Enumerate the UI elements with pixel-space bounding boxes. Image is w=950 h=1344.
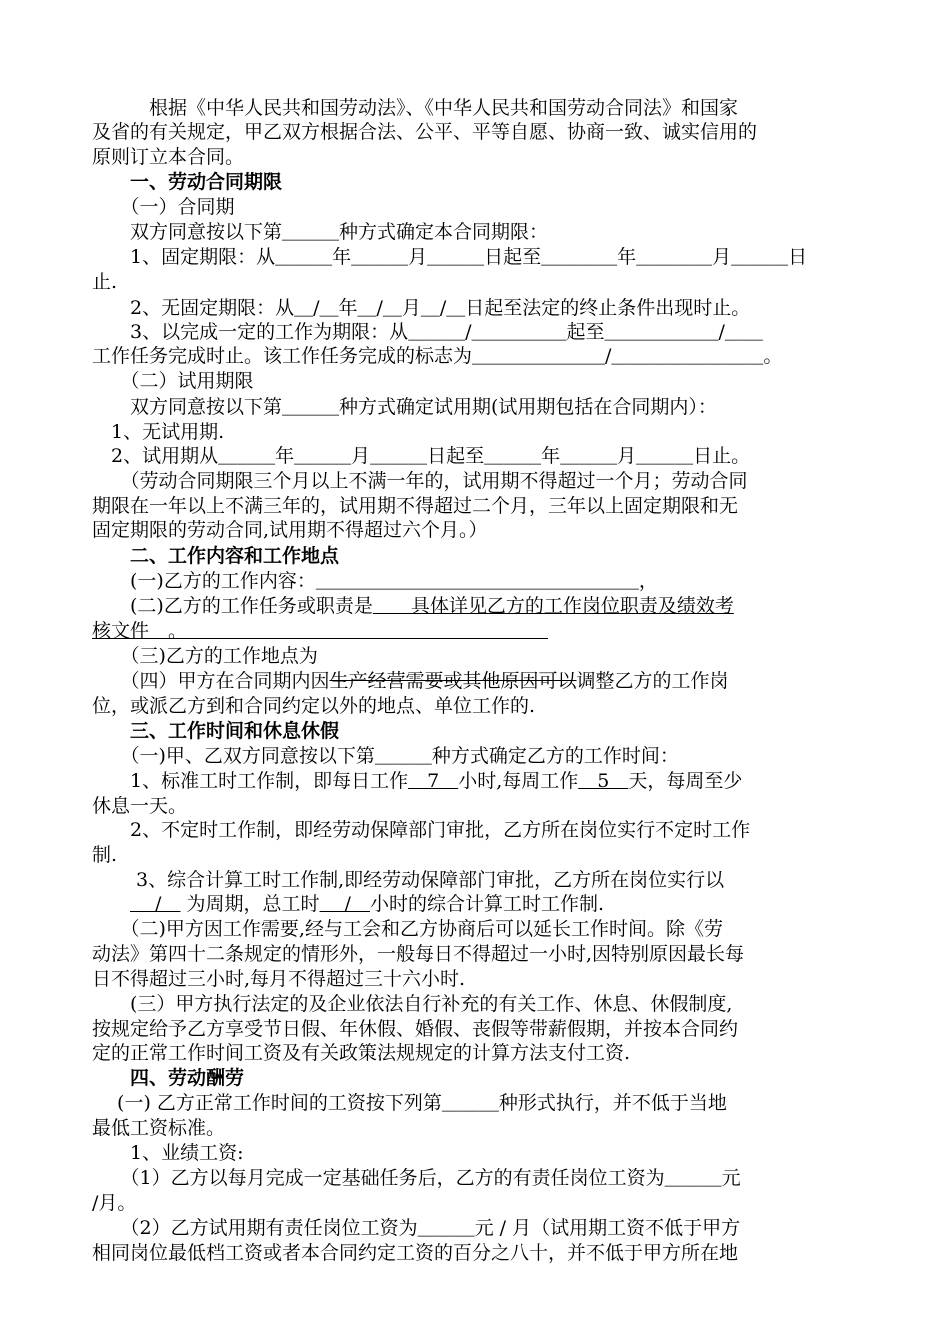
text-run: （四）甲方在合同期内因: [92, 670, 330, 692]
filled-field: /: [130, 893, 181, 915]
filled-field: 5: [578, 770, 629, 792]
paragraph-line: 最低工资标准。: [92, 1117, 226, 1139]
paragraph-line: 3、综合计算工时工作制,即经劳动保障部门审批，乙方所在岗位实行以: [92, 869, 725, 891]
paragraph-line: 期限在一年以上不满三年的，试用期不得超过二个月，三年以上固定期限和无: [92, 495, 739, 517]
filled-field: 具体详见乙方的工作岗位职责及绩效考: [372, 595, 734, 617]
paragraph-line: 定的正常工作时间工资及有关政策法规规定的计算方法支付工资.: [92, 1042, 631, 1064]
paragraph-line: 按规定给予乙方享受节日假、年休假、婚假、丧假等带薪假期，并按本合同约: [92, 1018, 739, 1040]
paragraph-line: （劳动合同期限三个月以上不满一年的，试用期不得超过一个月；劳动合同: [92, 470, 748, 492]
paragraph-line: 工作任务完成时止。该工作任务完成的标志为＿＿＿＿＿＿＿/＿＿＿＿＿＿＿＿。: [92, 345, 783, 367]
paragraph-line: 休息一天。: [92, 795, 188, 817]
paragraph-line: 1、业绩工资:: [92, 1142, 244, 1164]
paragraph-line: （1）乙方以每月完成一定基础任务后，乙方的有责任岗位工资为＿＿＿元: [92, 1167, 741, 1189]
text-run: 小时,每周工作: [458, 770, 579, 792]
paragraph-line: 制.: [92, 844, 118, 866]
text-run: [92, 893, 130, 915]
paragraph-line: [92, 769, 742, 793]
filled-field: 核文件 。: [92, 620, 188, 642]
paragraph-line: （二)甲方因工作需要,经与工会和乙方协商后可以延长工作时间。除《劳: [92, 918, 723, 940]
paragraph-line: 及省的有关规定，甲乙双方根据合法、公平、平等自愿、协商一致、诚实信用的: [92, 121, 758, 143]
section-heading: 二、工作内容和工作地点: [92, 545, 340, 567]
paragraph-line: 1、无试用期.: [92, 421, 225, 443]
paragraph-line: 双方同意按以下第＿＿＿种方式确定本合同期限：: [92, 221, 549, 243]
section-heading: 四、劳动酬劳: [92, 1067, 245, 1089]
section-heading: 一、劳动合同期限: [92, 171, 283, 193]
paragraph-line: (一)乙方的工作内容：＿＿＿＿＿＿＿＿＿＿＿＿＿＿＿＿＿，: [92, 570, 658, 592]
text-run: 为周期，总工时: [180, 893, 320, 915]
paragraph-line: 2、不定时工作制，即经劳动保障部门审批，乙方所在岗位实行不定时工作: [92, 819, 751, 841]
paragraph-line: （一）合同期: [92, 196, 235, 218]
paragraph-line: (三）甲方执行法定的及企业依法自行补充的有关工作、休息、休假制度,: [92, 993, 733, 1015]
paragraph-line: 1、固定期限：从＿＿＿年＿＿＿月＿＿＿日起至＿＿＿＿年＿＿＿＿月＿＿＿日: [92, 246, 808, 268]
paragraph-line: 2、试用期从＿＿＿年＿＿＿月＿＿＿日起至＿＿＿年＿＿＿月＿＿＿日止。: [92, 445, 751, 467]
paragraph-line: （2）乙方试用期有责任岗位工资为＿＿＿元 / 月（试用期工资不低于甲方: [92, 1217, 741, 1239]
text-run: 1、标准工时工作制，即每日工作: [92, 770, 409, 792]
paragraph-line: [92, 594, 734, 618]
paragraph-line: [92, 892, 604, 916]
paragraph-line: 相同岗位最低档工资或者本合同约定工资的百分之八十，并不低于甲方所在地: [92, 1242, 739, 1264]
paragraph-line: 原则订立本合同。: [92, 146, 245, 168]
text-run: 调整乙方的工作岗: [576, 670, 729, 692]
paragraph-line: /月。: [92, 1192, 137, 1214]
paragraph-line: (一) 乙方正常工作时间的工资按下列第＿＿＿种形式执行，并不低于当地: [92, 1092, 727, 1114]
paragraph-line: 3、以完成一定的工作为期限：从＿＿＿/＿＿＿＿＿起至＿＿＿＿＿＿/＿＿: [92, 321, 763, 343]
paragraph-line: 固定期限的劳动合同,试用期不得超过六个月。）: [92, 519, 488, 541]
paragraph-line: 根据《中华人民共和国劳动法》、《中华人民共和国劳动合同法》和国家: [92, 97, 739, 119]
section-heading: 三、工作时间和休息休假: [92, 720, 340, 742]
struck-text: 生产经营需要或其他原因可以: [329, 670, 577, 692]
paragraph-line: （三)乙方的工作地点为: [92, 645, 318, 667]
paragraph-line: 动法》第四十二条规定的情形外，一般每日不得超过一小时,因特别原因最长每: [92, 943, 745, 965]
blank-underline: [160, 638, 548, 639]
paragraph-line: [92, 669, 729, 693]
text-run: 小时的综合计算工时工作制.: [369, 893, 605, 915]
paragraph-line: 2、无固定期限：从＿/＿年＿/＿月＿/＿日起至法定的终止条件出现时止。: [92, 297, 751, 319]
filled-field: /: [319, 893, 370, 915]
paragraph-line: 止.: [92, 271, 118, 293]
filled-field: 7: [408, 770, 459, 792]
paragraph-line: （一)甲、乙双方同意按以下第＿＿＿种方式确定乙方的工作时间：: [92, 745, 679, 767]
text-run: 天，每周至少: [628, 770, 743, 792]
paragraph-line: 双方同意按以下第＿＿＿种方式确定试用期(试用期包括在合同期内）：: [92, 396, 717, 418]
paragraph-line: 日不得超过三小时,每月不得超过三十六小时.: [92, 968, 466, 990]
paragraph-line: （二）试用期限: [92, 370, 254, 392]
text-run: (二)乙方的工作任务或职责是: [92, 595, 373, 617]
paragraph-line: 位，或派乙方到和合同约定以外的地点、单位工作的.: [92, 695, 536, 717]
